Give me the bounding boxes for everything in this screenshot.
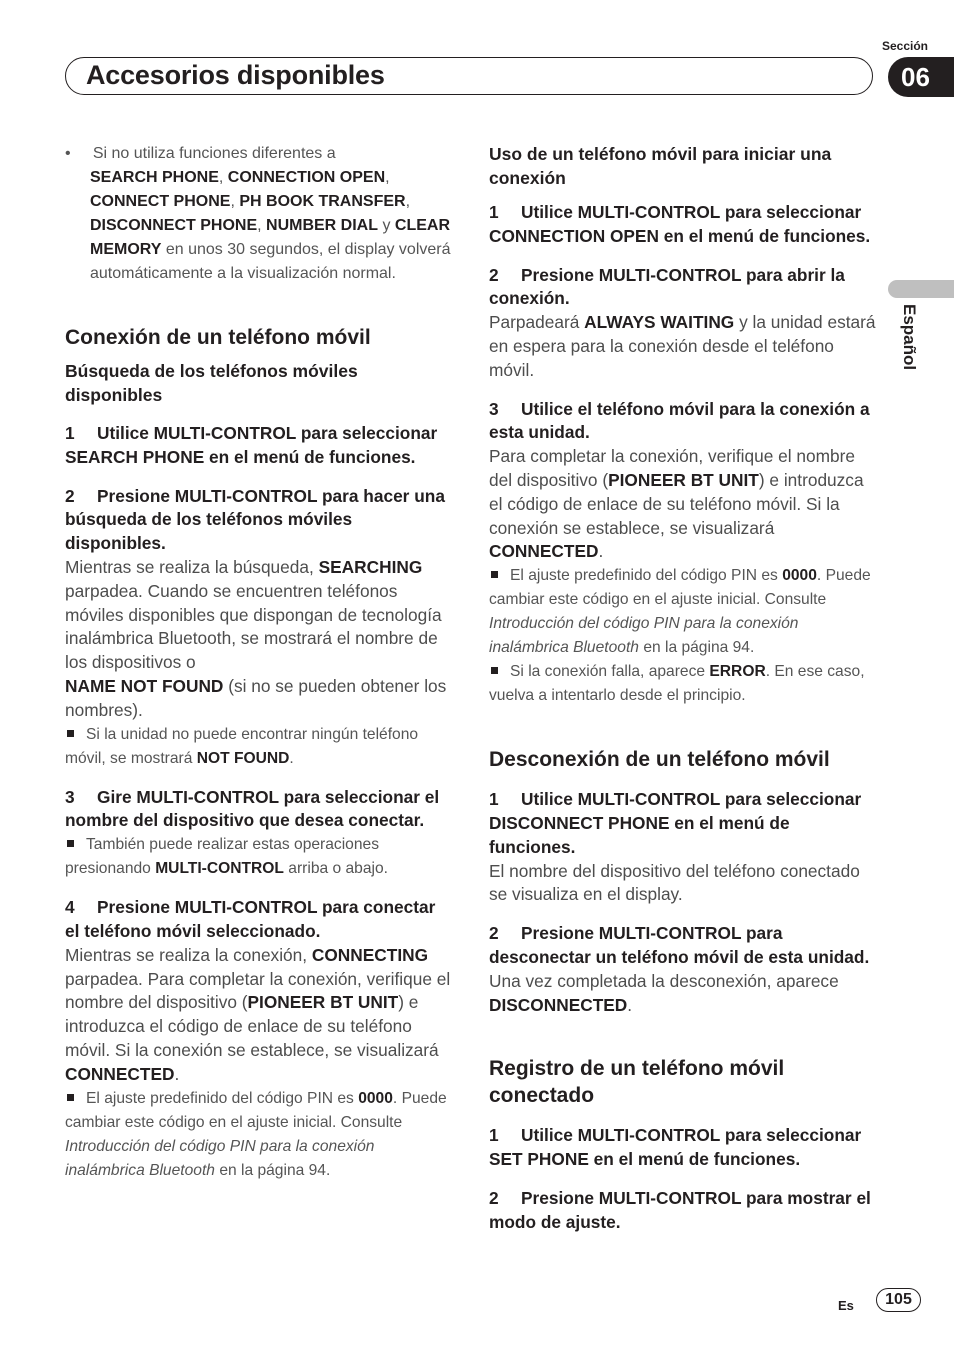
step-2: 2 Presione MULTI-CONTROL para hacer una búsqueda de los teléfonos móviles disponibles.	[65, 485, 445, 554]
step-4: 4 Presione MULTI-CONTROL para conectar el teléfono móvil seleccionado.	[65, 897, 436, 941]
step-2: 2 Presione MULTI-CONTROL para abrir la conexión.	[489, 264, 845, 309]
right-column	[489, 142, 879, 1235]
step-3-note-error: Si la conexión falla, aparece ERROR. En ese caso, vuelva a intentarlo desde el principio.	[489, 663, 865, 705]
language-tab-marker	[888, 280, 954, 298]
step-3: 3 Gire MULTI-CONTROL para seleccionar el nombre del dispositivo que desea conectar.	[65, 786, 440, 831]
page-number: 105	[876, 1288, 921, 1312]
register-step-1: 1 Utilice MULTI-CONTROL para seleccionar SET PHONE en el menú de funciones.	[489, 1125, 862, 1170]
disconnect-step-1: 1 Utilice MULTI-CONTROL para seleccionar DISCONNECT PHONE en el menú de funciones.	[489, 789, 862, 857]
section-number-tab: 06	[888, 57, 954, 97]
section-heading-disconnect: Desconexión de un teléfono móvil	[489, 748, 830, 772]
step-2-note: Si la unidad no puede encontrar ningún teléfono móvil, se mostrará NOT FOUND.	[65, 725, 419, 767]
step-2-body: Parpadeará ALWAYS WAITING y la unidad estará en espera para la conexión desde el teléfono móvil.	[489, 312, 876, 380]
step-3-body: Para completar la conexión, verifique el nombre del dispositivo (PIONEER BT UNIT) e introduzca el código de enlace de su teléfono móvil. Si la conexión se establece, se visualizará CONNECTED.	[489, 446, 864, 562]
page-title: Accesorios disponibles	[86, 60, 385, 90]
step-3-note: También puede realizar estas operaciones presionando MULTI-CONTROL arriba o abajo.	[65, 836, 388, 878]
language-label: Español	[900, 304, 919, 371]
step-3: 3 Utilice el teléfono móvil para la conexión a esta unidad.	[489, 398, 870, 443]
subsection-heading: Búsqueda de los teléfonos móviles disponibles	[65, 361, 358, 405]
disconnect-step-2-body: Una vez completada la desconexión, aparece DISCONNECTED.	[489, 970, 839, 1015]
square-bullet-icon	[491, 667, 498, 674]
step-1: 1 Utilice MULTI-CONTROL para seleccionar CONNECTION OPEN en el menú de funciones.	[489, 202, 871, 246]
subsection-heading: Uso de un teléfono móvil para iniciar una conexión	[489, 144, 832, 188]
square-bullet-icon	[67, 840, 74, 847]
register-step-2: 2 Presione MULTI-CONTROL para mostrar el modo de ajuste.	[489, 1187, 871, 1232]
step-4-note: El ajuste predefinido del código PIN es 0000. Puede cambiar este código en el ajuste inicial. Consulte Introducción del código PIN para la conexión inalámbrica Bluetooth en la página 94.	[65, 1089, 447, 1179]
step-4-body: Mientras se realiza la conexión, CONNECTING parpadea. Para completar la conexión, verifique el nombre del dispositivo (PIONEER BT UNIT) e introduzca el código de enlace de su teléfono móvil. Si la conexión se establece, se visualizará CONNECTED.	[65, 944, 451, 1084]
section-heading-register: Registro de un teléfono móvil conectado	[489, 1057, 785, 1108]
square-bullet-icon	[491, 571, 498, 578]
left-column	[65, 142, 453, 1183]
footer-language: Es	[838, 1298, 854, 1313]
header-frame	[65, 57, 873, 95]
section-label: Sección	[881, 39, 928, 53]
section-heading: Conexión de un teléfono móvil	[65, 326, 371, 349]
disconnect-step-1-body: El nombre del dispositivo del teléfono conectado se visualiza en el display.	[489, 860, 860, 905]
square-bullet-icon	[67, 730, 74, 737]
bullet-note: • Si no utiliza funciones diferentes a SEARCH PHONE, CONNECTION OPEN, CONNECT PHONE, PH BOOK TRANSFER, DISCONNECT PHONE, NUMBER DIAL y CLEAR MEMORY en unos 30 segundos, el display volverá automáticamente a la visualización normal.	[65, 145, 451, 282]
disconnect-step-2: 2 Presione MULTI-CONTROL para desconectar un teléfono móvil de esta unidad.	[489, 923, 870, 967]
square-bullet-icon	[67, 1094, 74, 1101]
step-2-body: Mientras se realiza la búsqueda, SEARCHING parpadea. Cuando se encuentren teléfonos móviles disponibles que dispongan de tecnología inalámbrica Bluetooth, se mostrará el nombre de los dispositivos o NAME NOT FOUND (si no se pueden obtener los nombres).	[65, 556, 447, 720]
step-3-note-pin: El ajuste predefinido del código PIN es 0000. Puede cambiar este código en el ajuste inicial. Consulte Introducción del código PIN para la conexión inalámbrica Bluetooth en la página 94.	[489, 567, 871, 657]
step-1: 1 Utilice MULTI-CONTROL para seleccionar SEARCH PHONE en el menú de funciones.	[65, 423, 438, 467]
